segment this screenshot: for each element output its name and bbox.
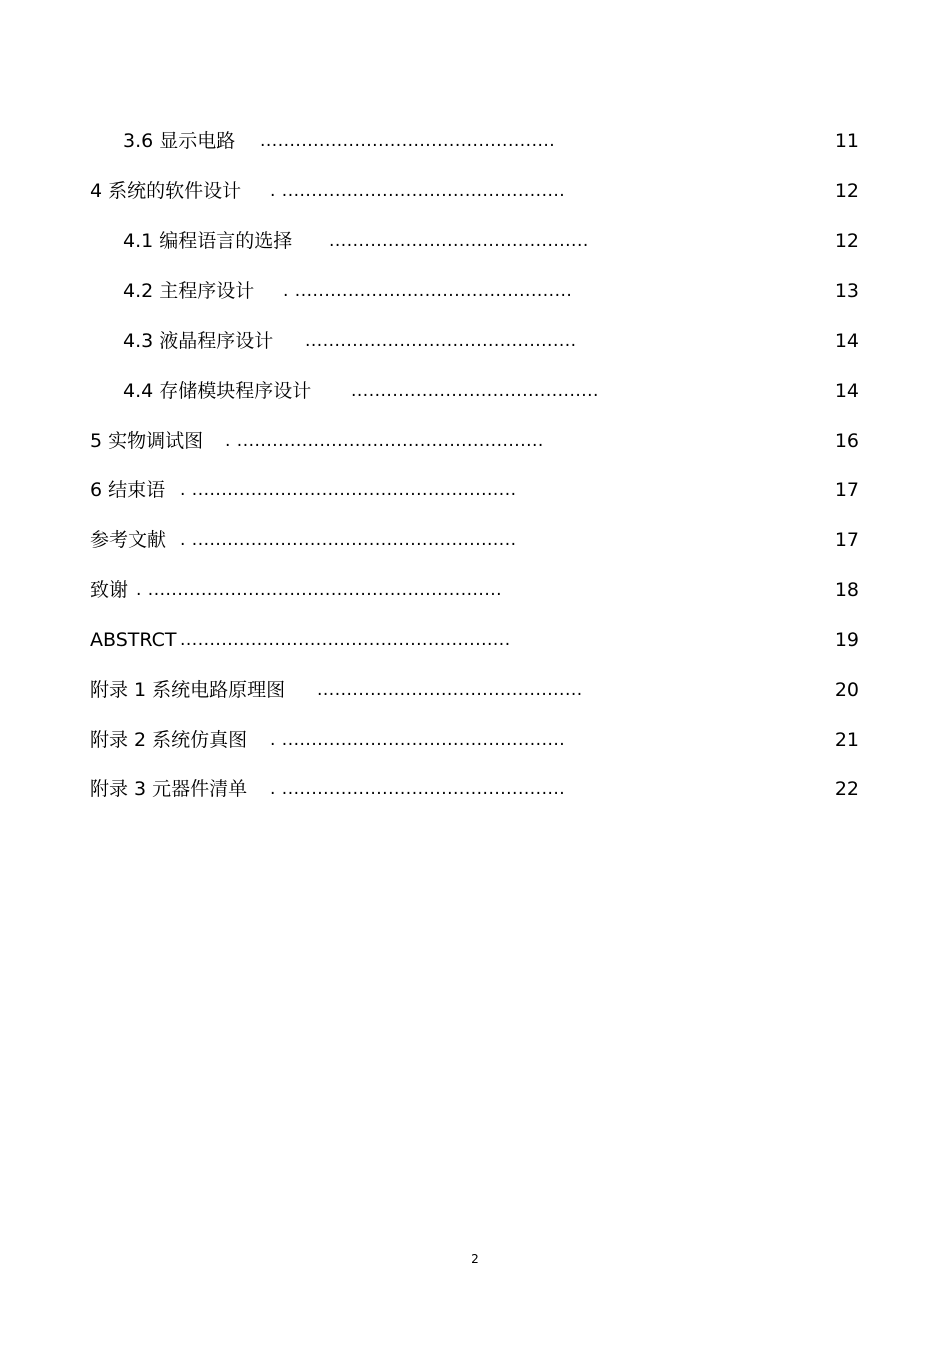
toc-leader-dots: .................................................. (260, 131, 556, 151)
toc-entry-abstract (0, 628, 950, 652)
toc-leader-dots: .......................................... (351, 381, 599, 401)
toc-page-number: 14 (834, 380, 859, 402)
toc-entry-label: ABSTRCT (90, 629, 177, 651)
toc-entry-label: 4.3 液晶程序设计 (123, 330, 274, 352)
toc-leader-dots: . ............................................... (283, 281, 573, 301)
toc-leader-dots: . ....................................................... (180, 480, 517, 500)
toc-page-number: 21 (834, 729, 859, 751)
toc-entry-4-2 (0, 279, 950, 303)
toc-entry-label: 4 系统的软件设计 (90, 180, 242, 202)
toc-leader-dots: . ....................................................... (180, 530, 517, 550)
toc-entry-4-1 (0, 229, 950, 253)
toc-entry-label: 4.1 编程语言的选择 (123, 230, 293, 252)
toc-leader-dots: ........................................................ (180, 630, 511, 650)
toc-entry-label: 3.6 显示电路 (123, 130, 236, 152)
toc-page-number: 20 (834, 679, 859, 701)
toc-entry-label: 4.4 存储模块程序设计 (123, 380, 312, 402)
toc-page-number: 16 (834, 430, 859, 452)
toc-page-number: 12 (834, 230, 859, 252)
toc-page-number: 22 (834, 778, 859, 800)
toc-page-number: 11 (834, 130, 859, 152)
toc-page-number: 14 (834, 330, 859, 352)
toc-entry-label: 5 实物调试图 (90, 430, 204, 452)
toc-entry-label: 附录 2 系统仿真图 (90, 729, 248, 751)
toc-entry-5 (0, 429, 950, 453)
toc-entry-appendix-3 (0, 777, 950, 801)
toc-page-number: 13 (834, 280, 859, 302)
toc-entry-4-4 (0, 379, 950, 403)
toc-entry-label: 致谢 (90, 579, 129, 601)
toc-leader-dots: .............................................. (305, 331, 577, 351)
toc-page-number: 12 (834, 180, 859, 202)
toc-entry-appendix-2 (0, 728, 950, 752)
toc-entry-acknowledgements (0, 578, 950, 602)
toc-entry-label: 6 结束语 (90, 479, 166, 501)
toc-leader-dots: ............................................ (329, 231, 589, 251)
toc-page-number: 19 (834, 629, 859, 651)
toc-entry-3-6 (0, 129, 950, 153)
toc-leader-dots: . .................................................... (225, 431, 544, 451)
toc-leader-dots: ............................................. (317, 680, 583, 700)
toc-leader-dots: . ................................................ (270, 730, 566, 750)
toc-entry-label: 参考文献 (90, 529, 167, 551)
toc-entry-6 (0, 478, 950, 502)
toc-page-number: 17 (834, 479, 859, 501)
toc-leader-dots: . ................................................ (270, 181, 566, 201)
toc-page-number: 17 (834, 529, 859, 551)
toc-page-number: 18 (834, 579, 859, 601)
toc-leader-dots: . ................................................ (270, 779, 566, 799)
toc-entry-4 (0, 179, 950, 203)
toc-entry-4-3 (0, 329, 950, 353)
toc-entry-label: 4.2 主程序设计 (123, 280, 255, 302)
toc-entry-appendix-1 (0, 678, 950, 702)
toc-entry-references (0, 528, 950, 552)
toc-entry-label: 附录 3 元器件清单 (90, 778, 248, 800)
page-number: 2 (471, 1252, 479, 1266)
toc-entry-label: 附录 1 系统电路原理图 (90, 679, 286, 701)
toc-leader-dots: . ............................................................ (136, 580, 503, 600)
